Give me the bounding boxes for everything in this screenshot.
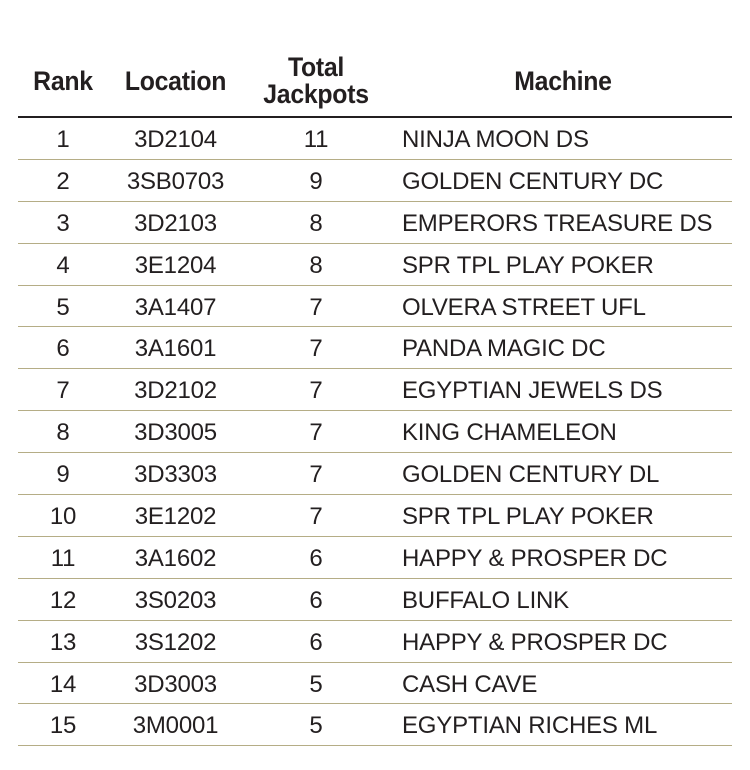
cell-location: 3D2103 (134, 209, 217, 237)
header-total-jackpots (256, 54, 376, 108)
cell-machine: HAPPY & PROSPER DC (402, 628, 668, 656)
cell-machine: HAPPY & PROSPER DC (402, 544, 668, 572)
cell-location: 3M0001 (132, 712, 219, 740)
cell-location: 3S1202 (134, 628, 217, 656)
header-machine: Machine (514, 66, 612, 96)
header-location: Location (124, 66, 227, 96)
cell-total-jackpots: 6 (309, 544, 323, 572)
cell-machine: NINJA MOON DS (402, 126, 589, 153)
cell-location: 3A1602 (134, 544, 217, 572)
cell-total-jackpots: 7 (309, 503, 323, 531)
cell-total-jackpots: 6 (309, 628, 323, 656)
table-row (18, 579, 732, 621)
cell-total-jackpots: 7 (309, 293, 323, 321)
cell-rank: 9 (56, 461, 70, 489)
cell-machine: SPR TPL PLAY POKER (402, 503, 654, 531)
table-row (18, 537, 732, 579)
cell-machine: KING CHAMELEON (402, 419, 617, 447)
cell-rank: 7 (56, 377, 70, 405)
cell-rank: 14 (49, 670, 77, 698)
cell-location: 3S0203 (134, 586, 217, 614)
cell-machine: PANDA MAGIC DC (402, 335, 606, 363)
cell-machine: OLVERA STREET UFL (402, 293, 646, 321)
cell-total-jackpots: 7 (309, 335, 323, 363)
table-row (18, 663, 732, 705)
cell-total-jackpots: 5 (309, 712, 323, 740)
table-row (18, 286, 732, 328)
cell-total-jackpots: 7 (309, 461, 323, 489)
table-row (18, 160, 732, 202)
cell-rank: 13 (49, 628, 77, 656)
cell-rank: 6 (56, 335, 70, 363)
cell-location: 3A1407 (134, 293, 217, 321)
table-row (18, 621, 732, 663)
cell-total-jackpots: 11 (303, 126, 329, 153)
cell-location: 3D3303 (134, 461, 217, 489)
cell-rank: 3 (56, 209, 70, 237)
header-total-line1: Total (287, 52, 345, 82)
cell-rank: 11 (50, 544, 76, 572)
table-row (18, 704, 732, 746)
cell-machine: BUFFALO LINK (402, 586, 569, 614)
cell-location: 3A1601 (134, 335, 217, 363)
cell-location: 3E1204 (134, 251, 217, 279)
cell-rank: 2 (56, 167, 70, 195)
table-row (18, 244, 732, 286)
cell-machine: CASH CAVE (402, 670, 538, 698)
cell-machine: GOLDEN CENTURY DL (402, 461, 660, 489)
cell-location: 3D3003 (134, 670, 217, 698)
cell-total-jackpots: 8 (309, 251, 323, 279)
cell-total-jackpots: 9 (309, 167, 323, 195)
table-body (18, 118, 732, 746)
cell-rank: 12 (49, 586, 77, 614)
table-row (18, 202, 732, 244)
cell-location: 3E1202 (134, 503, 217, 531)
cell-rank: 10 (49, 503, 77, 531)
table-row (18, 327, 732, 369)
cell-machine: EGYPTIAN JEWELS DS (402, 377, 663, 405)
cell-location: 3D2102 (134, 377, 217, 405)
cell-rank: 1 (56, 126, 70, 153)
table-row (18, 495, 732, 537)
cell-machine: GOLDEN CENTURY DC (402, 167, 664, 195)
cell-machine: EGYPTIAN RICHES ML (402, 712, 658, 740)
cell-location: 3SB0703 (126, 167, 225, 195)
cell-total-jackpots: 7 (309, 377, 323, 405)
cell-rank: 8 (56, 419, 70, 447)
table-row (18, 118, 732, 160)
cell-total-jackpots: 6 (309, 586, 323, 614)
jackpot-ranking-table (18, 50, 732, 746)
cell-machine: SPR TPL PLAY POKER (402, 251, 654, 279)
cell-location: 3D3005 (134, 419, 217, 447)
cell-rank: 4 (56, 251, 70, 279)
header-rank: Rank (33, 66, 93, 96)
table-header (18, 50, 732, 118)
table-row (18, 411, 732, 453)
cell-total-jackpots: 7 (309, 419, 323, 447)
cell-rank: 5 (56, 293, 70, 321)
cell-location: 3D2104 (134, 126, 217, 153)
table-row (18, 369, 732, 411)
header-total-line2: Jackpots (263, 79, 369, 109)
cell-machine: EMPERORS TREASURE DS (402, 209, 713, 237)
cell-rank: 15 (49, 712, 77, 740)
cell-total-jackpots: 5 (309, 670, 323, 698)
table-row (18, 453, 732, 495)
cell-total-jackpots: 8 (309, 209, 323, 237)
